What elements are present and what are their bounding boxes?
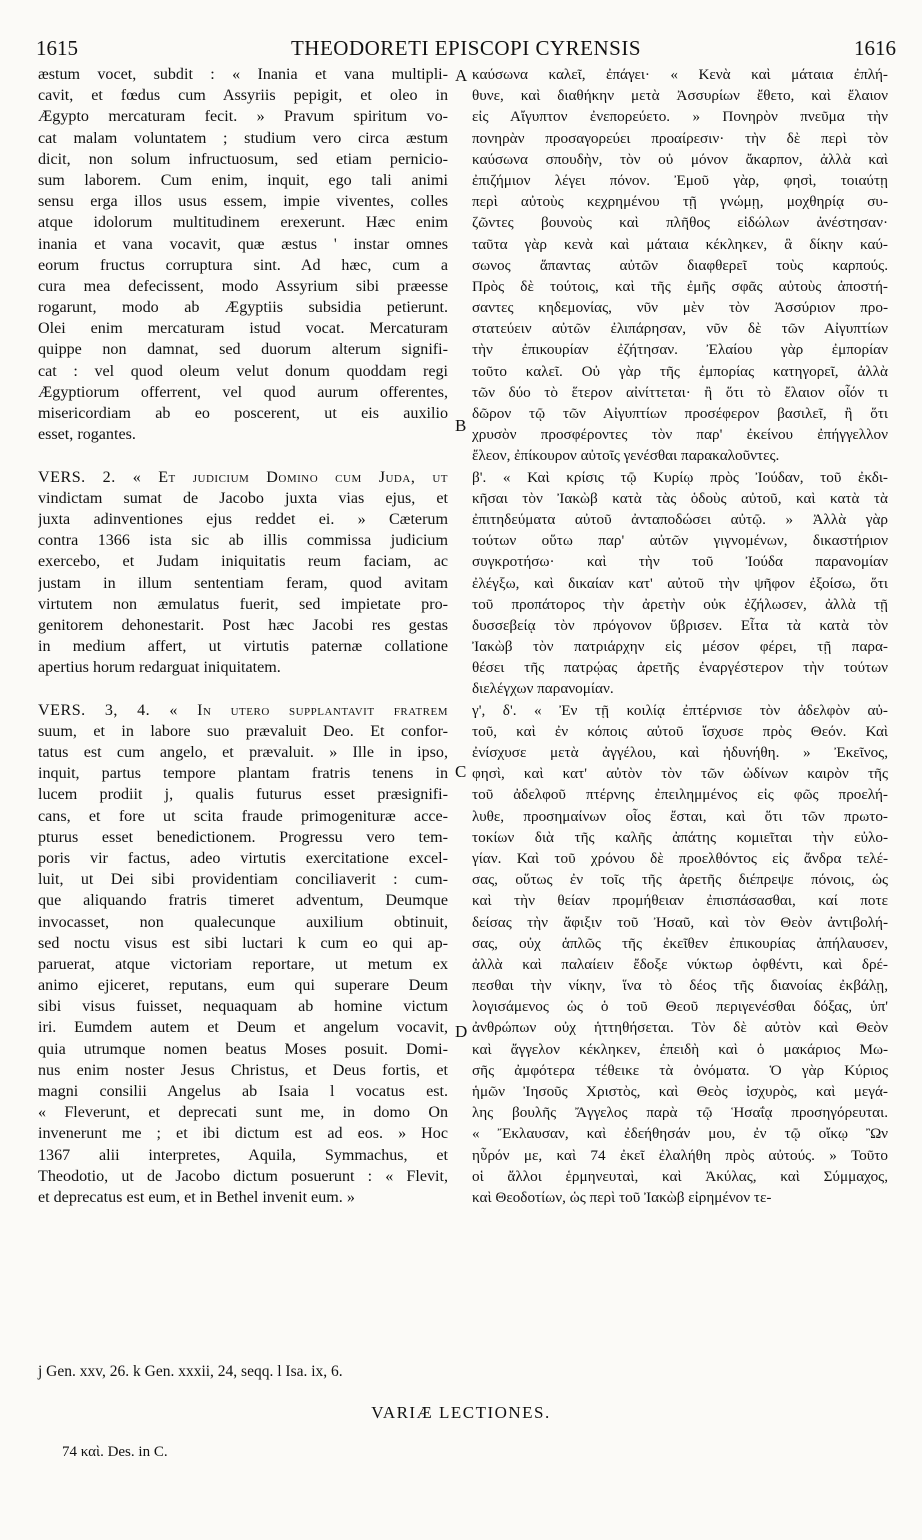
text-line: ἐνίσχυσε μετὰ ἀγγέλου, καὶ ἠδυνήθη. » Ἐκεῖνος, — [472, 744, 888, 761]
text-line: 1367 alii interpretes, Aquila, Symmachus, et — [38, 1146, 448, 1164]
text-line: διελέγχων παρανομίαν. — [472, 680, 614, 698]
text-line: ἡμῶν Ἰησοῦς Χριστὸς, καὶ Θεὸς ἰσχυρὸς, καὶ μεγά- — [472, 1083, 888, 1100]
text-line: τοῦ, καὶ ἐν κόποις αὐτοῦ ἴσχυσε πρὸς Θεόν. Καὶ — [472, 722, 888, 740]
footnote-references: j Gen. xxv, 26. k Gen. xxxii, 24, seqq. l Isa. ix, 6. — [38, 1363, 343, 1380]
margin-marker-b: B — [455, 416, 467, 435]
text-line: λογισάμενος ὡς ὁ τοῦ Θεοῦ περιγενέσθαι δόξας, ὑπ' — [472, 998, 888, 1016]
text-line: τοῦτο καλεῖ. Οὐ γὰρ τῆς ἐμπορίας κατηγορεῖ, ἀλλὰ — [472, 362, 888, 380]
text-line: πεσθαι τὴν νίκην, ἵνα τὸ δέος τῆς διανοίας ἐκβάλῃ, — [472, 977, 888, 995]
text-line: ἀλλὰ καὶ παλαίειν ἔδοξε νύκτωρ ὀφθέντι, καὶ δρέ- — [472, 955, 888, 973]
latin-column — [38, 64, 448, 1208]
text-line: rogarunt, modo ab Ægyptiis subsidia petierunt. — [38, 299, 448, 317]
text-line: luit, ut Dei sibi providentiam conciliaverit : cum- — [38, 871, 448, 889]
text-line: Theodotio, ut de Jacobo dictum posuerunt : « Flevit, — [38, 1167, 448, 1185]
text-line: γίαν. Καὶ τοῦ χρόνου δὲ προελθόντος εἰς ἄνδρα τελέ- — [472, 849, 888, 867]
text-line: λης βουλῆς Ἄγγελος παρὰ τῷ Ἡσαΐᾳ προσηγόρευται. — [472, 1104, 888, 1122]
text-line: æstum vocet, subdit : « Inania et vana multipli- — [38, 66, 448, 83]
text-line: genitorem dehonestarit. Post hæc Jacobi res gestas — [38, 616, 448, 634]
page-number-right: 1616 — [854, 36, 896, 60]
text-line: λυθε, προσημαίνων οἷος ἔσται, καὶ ὅτι τῶν πρωτο- — [472, 807, 888, 825]
text-line: Olei enim mercaturam istud vocat. Mercaturam — [38, 320, 448, 338]
text-line: et deprecatus est eum, et in Bethel invenit eum. » — [38, 1188, 355, 1206]
text-line: misericordiam ab eo poscerent, ut eis auxilio — [38, 405, 448, 422]
text-line: suum, et in labore suo prævaluit Deo. Et confor- — [38, 722, 448, 740]
text-line: quippe non damnat, sed duorum alterum signifi- — [38, 341, 448, 359]
text-line: τοῦ προπάτορος τὴν ἀρετὴν οὐκ ἐζήλωσεν, ἀλλὰ τῇ — [472, 595, 888, 613]
text-line: exercebo, et Judam iniquitatis reum faciam, ac — [38, 553, 448, 571]
text-line: VERS. 3, 4. « In utero supplantavit fratrem — [38, 701, 448, 719]
text-line: θυνε, καὶ διαθήκην μετὰ Ἀσσυρίων ἔθετο, καὶ ἔλαιον — [472, 87, 888, 105]
text-line: τοῦ ἀδελφοῦ πτέρνης ἐπειλημμένος εἰς φῶς προελή- — [472, 786, 888, 804]
text-line: καὶ τὴν θείαν προμήθειαν ἐπισπάσασθαι, καί ποτε — [472, 892, 888, 910]
text-line: καὶ ἄγγελον κέκληκεν, ἐπειδὴ καὶ ὁ μακάριος Μω- — [472, 1040, 888, 1058]
text-line: στατεύειν αὐτῶν ἐλιπάρησαν, νῦν δὲ τῶν Αἰγυπτίων — [472, 320, 888, 338]
text-line: cat : vel quod oleum velut donum quoddam regi — [38, 362, 448, 380]
text-line: eorum fructus corruptura sint. Ad hæc, cum a — [38, 256, 448, 274]
text-line: esset, rogantes. — [38, 426, 136, 444]
text-line: VERS. 2. « Et judicium Domino cum Juda, ut — [38, 468, 448, 486]
text-line: sensu erga illos usus essem, impie viventes, colles — [38, 193, 448, 211]
text-line: τὴν ἐπικουρίαν ἐζήτησαν. Ἐλαίου γὰρ ἐμπορίαν — [472, 341, 888, 359]
text-line: σας, οὐχ ἁπλῶς τῆς ἐκεῖθεν ἐπικουρίας ἀπήλαυσεν, — [472, 934, 888, 952]
text-line: τῶν δύο τὸ ἕτερον αἰνίττεται· ἢ ὅτι τὸ ἔλαιον οἷόν τι — [472, 383, 888, 401]
text-line: invocasset, non qualecunque auxilium obtinuit, — [38, 913, 448, 931]
text-line: καύσωνα καλεῖ, ἐπάγει· « Κενὰ καὶ μάταια ἐπλή- — [472, 66, 888, 83]
text-line: sibi visus fuisset, nequaquam ab homine victum — [38, 998, 448, 1016]
text-line: δῶρον τῷ τῶν Αἰγυπτίων προσέφερον βασιλεῖ, ἢ ὅτι — [472, 405, 888, 422]
text-line: que aliquando fratris timeret adventum, Deumque — [38, 892, 448, 910]
text-line: ταῦτα γὰρ κενὰ καὶ μάταια κέκληκεν, ἃ δίκην καύ- — [472, 235, 888, 253]
text-line: cavit, et fœdus cum Assyriis pepigit, et oleo in — [38, 87, 448, 105]
text-line: δείσας τὴν ἄφιξιν τοῦ Ἠσαῦ, καὶ τὸν Θεὸν ἀντιβολή- — [472, 913, 888, 931]
text-line: magni consilii Angelus ab Isaia l vocatus est. — [38, 1083, 448, 1100]
text-line: iri. Eumdem autem et Deum et angelum vocavit, — [38, 1019, 448, 1037]
variae-lectiones-note: 74 καὶ. Des. in C. — [62, 1444, 168, 1460]
text-line: justam in illum sententiam feram, quod avitam — [38, 574, 448, 592]
text-line: Ægyptiorum offerrent, vel quod aurum offerentes, — [38, 383, 448, 401]
text-line: « Fleverunt, et deprecati sunt me, in domo On — [38, 1104, 448, 1122]
text-line: vindictam sumat de Jacobo juxta vias ejus, et — [38, 489, 448, 507]
text-line: dicit, non solum infructuosum, sed etiam pernicio- — [38, 150, 448, 168]
text-line: ἀνθρώπων οὐχ ἡττηθήσεται. Τὸν δὲ αὐτὸν καὶ Θεὸν — [472, 1019, 888, 1037]
margin-marker-c: C — [455, 762, 467, 781]
text-line: θέσει τῆς πατρῴας ἀρετῆς ἐναργέστερον τὴν τούτων — [472, 659, 888, 677]
margin-marker-a: A — [455, 66, 468, 85]
text-line: φησὶ, καὶ κατ' αὐτὸν τὸν τῶν ὠδίνων καιρὸν τῆς — [472, 765, 888, 783]
text-line: sum laborem. Cum enim, inquit, ego tali animi — [38, 171, 448, 189]
margin-marker-d: D — [455, 1022, 468, 1041]
text-line: εἰς Αἴγυπτον ἐνεπορεύετο. » Πονηρὸν πνεῦμα τὴν — [472, 108, 888, 126]
text-line: cat malam voluntatem ; studium vero circa æstum — [38, 129, 448, 147]
text-line: χρυσὸν προσφέροντες τὸν παρ' ἐκείνου ἐπήγγελλον — [472, 426, 888, 444]
text-line: contra 1366 ista sic ab illis commissa judicium — [38, 532, 448, 550]
text-line: σῆς ἀμφότερα τέθεικε τὰ ὀνόματα. Ὁ γὰρ Κύριος — [472, 1061, 888, 1079]
text-line: pturus esset benedictionem. Progressu vero tem- — [38, 828, 448, 846]
text-line: ἐπιζήμιον λέγει πόνον. Ἐμοῦ γὰρ, φησὶ, τοιαύτῃ — [472, 171, 888, 189]
text-line: ἐπιτηδεύματα αὐτοῦ ἀνταποδώσει αὐτῷ. » Ἀλλὰ γὰρ — [472, 510, 888, 528]
text-line: inquit, partus tempore plantam fratris tenens in — [38, 765, 448, 783]
text-line: « Ἔκλαυσαν, καὶ ἐδεήθησάν μου, ἐν τῷ οἴκῳ Ὢν — [472, 1125, 888, 1143]
paragraph-gap — [38, 678, 448, 699]
running-head — [36, 36, 896, 64]
running-title: THEODORETI EPISCOPI CYRENSIS — [290, 36, 642, 60]
text-line: γ', δ'. « Ἐν τῇ κοιλίᾳ ἐπτέρνισε τὸν ἀδελφὸν αὐ- — [472, 701, 888, 719]
text-line: Ἰακὼβ τὸν πατριάρχην εἰς μέσον φέρει, τῇ παρα- — [472, 638, 888, 656]
greek-column — [472, 64, 888, 1208]
text-line: καύσωνα σπουδὴν, τὸν οὐ μόνον ἄκαρπον, ἀλλὰ καὶ — [472, 150, 888, 168]
text-line: δυσσεβείᾳ τὸν πρόγονον ὕβρισεν. Εἶτα τὰ κατὰ τὸν — [472, 616, 888, 634]
text-line: ζῶντες βουνοὺς καὶ πλῆθος εἰδώλων ἀνέστησαν· — [472, 214, 888, 232]
text-line: poris vir factus, adeo virtutis exercitatione excel- — [38, 849, 448, 867]
text-line: paruerat, atque victoriam reportare, ut metum ex — [38, 955, 448, 973]
text-line: lucem prodiit j, qualis futurus esset præsignifi- — [38, 786, 448, 804]
text-line: apertius horum redarguat iniquitatem. — [38, 659, 281, 677]
text-line: οἱ ἄλλοι ἑρμηνευταὶ, καὶ Ἀκύλας, καὶ Σύμμαχος, — [472, 1167, 888, 1185]
variae-lectiones-title: VARIÆ LECTIONES. — [371, 1403, 551, 1422]
text-line: inania et vana vocavit, quæ æstus ' instar omnes — [38, 235, 448, 253]
text-line: cura mea defecissent, modo Assyrium sibi præesse — [38, 277, 448, 295]
text-line: σαντες κηδεμονίας, νῦν μὲν τὸν Ἀσσύριον προ- — [472, 299, 888, 317]
text-line: Ægypto mercaturam fecit. » Pravum spiritum vo- — [38, 108, 448, 126]
text-line: in medium affert, ut virtutis paternæ collatione — [38, 638, 448, 656]
text-line: sed noctu visus est sibi luctari k cum eo qui ap- — [38, 934, 448, 952]
text-line: ἐλέγξω, καὶ δικαίαν κατ' αὐτοῦ τὴν ψῆφον ἐξοίσω, ὅτι — [472, 574, 888, 592]
text-line: ἔλεον, ἐπίκουρον αὐτοῖς γενέσθαι παρακαλοῦντες. — [472, 447, 780, 465]
page-number-left: 1615 — [36, 36, 78, 60]
text-line: invenerunt me ; et ibi dictum est ad eos. » Hoc — [38, 1125, 448, 1143]
paragraph-gap — [38, 445, 448, 466]
text-line: περὶ αὐτοὺς κεχρημένου τῇ γνώμῃ, μοχθηρίᾳ συ- — [472, 193, 888, 211]
text-line: β'. « Καὶ κρίσις τῷ Κυρίῳ πρὸς Ἰούδαν, τοῦ ἐκδι- — [472, 468, 888, 486]
text-line: συγκροτήσω· καὶ τὴν τοῦ Ἰούδα παρανομίαν — [472, 553, 888, 571]
text-line: nus enim noster Jesus Christus, et Deus fortis, et — [38, 1061, 448, 1079]
text-line: καὶ Θεοδοτίων, ὡς περὶ τοῦ Ἰακὼβ εἰρημένον τε- — [472, 1188, 772, 1206]
text-line: κῆσαι τὸν Ἰακὼβ κατὰ τὰς ὁδοὺς αὐτοῦ, καὶ κατὰ τὰ — [472, 489, 888, 507]
text-line: quia utrumque nomen beatus Moses posuit. Domi- — [38, 1040, 448, 1058]
text-line: σωνος ἅπαντας αὐτῶν διαφθερεῖ τοὺς καρπούς. — [472, 256, 888, 274]
text-line: cans, et fore ut scita fraude primogenituræ acce- — [38, 807, 448, 825]
text-line: animo ejiceret, reputans, eum qui superare Deum — [38, 977, 448, 995]
text-line: juxta adinventiones ejus reddet ei. » Cæterum — [38, 510, 448, 528]
text-line: tatus est cum angelo, et prævaluit. » Ille in ipso, — [38, 744, 448, 761]
text-line: Πρὸς δὲ τούτοις, καὶ τῆς ἐμῆς σφᾶς αὐτοὺς ἀποστή- — [472, 277, 888, 295]
text-line: σας, οὕτως ἐν τοῖς τῆς ἀρετῆς διέπρεψε πόνοις, ὡς — [472, 871, 888, 889]
text-line: τοκίων διὰ τῆς καλῆς ἀπάτης κομιεῖται τὴν εὐλο- — [472, 828, 888, 846]
text-line: atque idolorum multitudinem erexerunt. Hæc enim — [38, 214, 448, 232]
text-line: τούτων οὕτω παρ' αὐτῶν γιγνομένων, δικαστήριον — [472, 532, 888, 550]
text-line: πονηρὰν προσαγορεύει προαίρεσιν· τὴν δὲ περὶ τὸν — [472, 129, 888, 147]
text-line: ηὗρόν με, καὶ 74 ἐκεῖ ἐλαλήθη πρὸς αὐτούς. » Τοῦτο — [472, 1146, 888, 1164]
text-line: virtutem non æmulatus fuerit, sed impietate pro- — [38, 595, 448, 613]
